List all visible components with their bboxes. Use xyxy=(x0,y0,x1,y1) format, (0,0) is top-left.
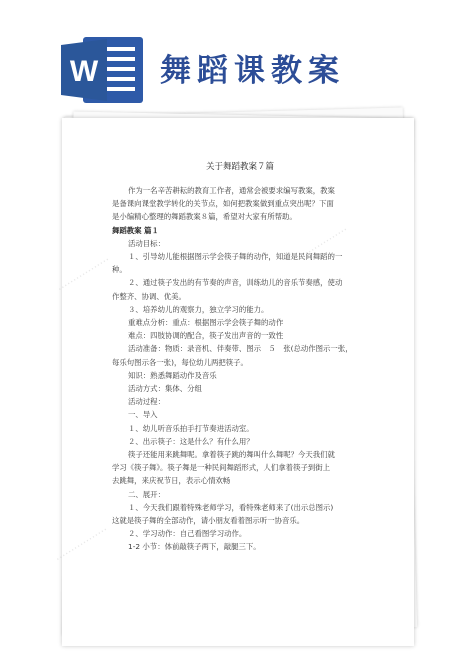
text-line: １、引导幼儿能根据图示学会筷子舞的动作，知道是民间舞蹈的一 xyxy=(128,252,343,262)
document-body xyxy=(112,184,378,554)
text-line: 每乐句图示各一张)，每位幼儿两把筷子。 xyxy=(112,357,248,367)
text-line: ２、通过筷子发出的有节奏的声音，训练幼儿的音乐节奏感，使动 xyxy=(128,278,343,288)
watermark: ················· xyxy=(53,523,111,566)
text-line: 活动过程： xyxy=(128,397,165,407)
watermark: ················· xyxy=(293,223,351,266)
text-line: 学习《筷子舞》。筷子舞是一种民间舞蹈形式，人们拿着筷子到街上 xyxy=(112,463,331,473)
text-line: 知识：熟悉舞蹈动作及音乐 xyxy=(128,370,217,380)
document-title: 关于舞蹈教案７篇 xyxy=(205,162,274,172)
text-line: 活动准备：物质：录音机、伴奏带、图示 ５ 张(总动作图示一张， xyxy=(128,344,353,354)
text-line: 是小编精心整理的舞蹈教案８篇，希望对大家有所帮助。 xyxy=(112,212,297,222)
watermark: ················· xyxy=(55,253,113,296)
text-line: 作为一名辛苦耕耘的教育工作者，通常会被要求编写教案，教案 xyxy=(128,186,335,195)
text-line: ２、学习动作：自己看图学习动作。 xyxy=(128,529,247,539)
text-line: 这就是筷子舞的全部动作，请小朋友看着图示听一协音乐。 xyxy=(112,516,305,526)
text-line: 难点：四肢协调的配合，筷子发出声音的一致性 xyxy=(128,331,284,341)
text-line: 二、展开： xyxy=(128,489,165,499)
document-page xyxy=(53,118,414,646)
section-heading: 舞蹈教案 篇１ xyxy=(112,225,159,235)
text-line: １、今天我们跟着特殊老师学习，看特殊老师来了(出示总图示) xyxy=(128,502,334,512)
text-line: ２、出示筷子：这是什么？有什么用？ xyxy=(128,436,254,446)
text-line: 种。 xyxy=(112,265,127,275)
text-line: 去跳舞，来庆祝节日，表示心情欢畅 xyxy=(112,476,231,486)
word-doc-icon xyxy=(61,37,143,103)
banner xyxy=(0,0,474,112)
text-line: 筷子还能用来跳舞呢。拿着筷子跳的舞叫什么舞呢？今天我们就 xyxy=(128,450,335,460)
text-line: 作整齐、协调、优美。 xyxy=(112,291,186,301)
banner-title: 舞蹈课教案 xyxy=(160,53,345,89)
text-line: １、幼儿听音乐拍手打节奏进活动室。 xyxy=(128,423,254,433)
paper-stack xyxy=(53,118,414,646)
text-line: 是备课向课堂教学转化的关节点，如何把教案做到重点突出呢？下面 xyxy=(112,199,334,209)
word-logo-letter: W xyxy=(69,55,99,88)
text-line: 活动方式：集体、分组 xyxy=(128,384,202,394)
text-line: 一、导入 xyxy=(128,410,158,420)
text-line: 重难点分析：重点：根据图示学会筷子舞的动作 xyxy=(128,318,284,328)
text-line: 1-2 小节：体前敲筷子两下，敲腿三下。 xyxy=(128,542,261,552)
text-line: 活动目标： xyxy=(128,238,165,248)
text-line: ３、培养幼儿的观察力，独立学习的能力。 xyxy=(128,304,269,314)
